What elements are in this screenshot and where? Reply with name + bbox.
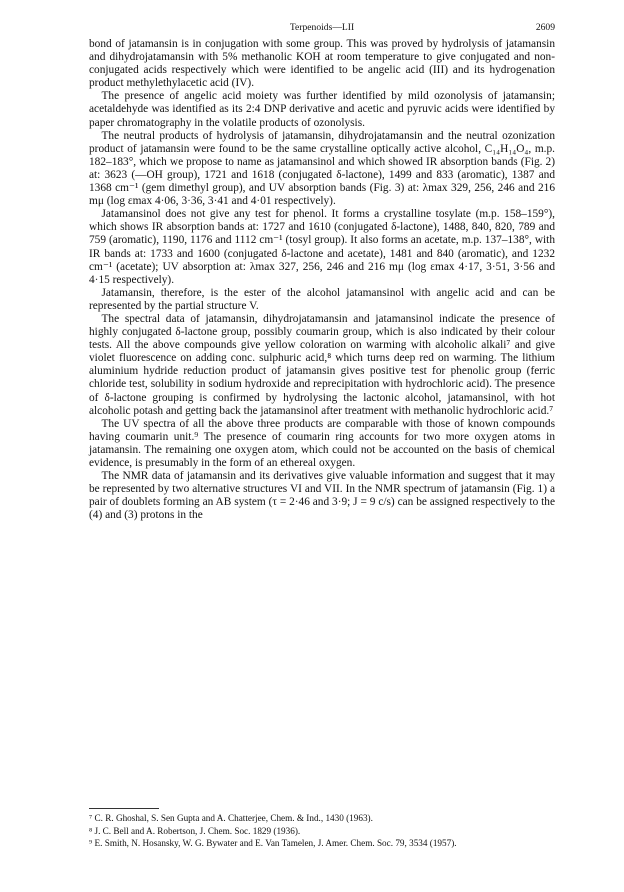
- footnotes: [89, 812, 555, 850]
- footnote-9: ⁹ E. Smith, N. Hosansky, W. G. Bywater and E. Van Tamelen, J. Amer. Chem. Soc. 79, 3534 (1957).: [89, 838, 457, 848]
- footnote-7: ⁷ C. R. Ghoshal, S. Sen Gupta and A. Chatterjee, Chem. & Ind., 1430 (1963).: [89, 813, 373, 823]
- paragraph-spectral-data: The spectral data of jatamansin, dihydrojatamansin and jatamansinol indicate the presence of highly conjugated δ-lactone group, possibly coumarin group, which is also indicated by their colour tests. All the above compounds give yellow coloration on warming with alcoholic alkali⁷ and give violet fluorescence on adding conc. sulphuric acid,⁸ which turns deep red on warming. The lithium aluminium hydride reduction product of jatamansin gives positive test for phenolic group (ferric chloride test, solubility in sodium hydroxide and reprecipitation with hydrochloric acid). The presence of δ-lactone grouping is confirmed by hydrolysing the lactonic alcohol, jatamansinol, with hot alcoholic potash and getting back the jatamansinol after treatment with methanolic hydrochloric acid.⁷: [89, 312, 555, 417]
- paragraph-continued: bond of jatamansin is in conjugation with some group. This was proved by hydrolysis of jatamansin and dihydrojatamansin with 5% methanolic KOH at room temperature to give conjugated and non-conjugated acids respectively which were identified to be angelic acid (III) and its hydrogenation product methylethylacetic acid (IV).: [89, 38, 555, 90]
- footnote-8: ⁸ J. C. Bell and A. Robertson, J. Chem. Soc. 1829 (1936).: [89, 825, 301, 836]
- paragraph-jatamansinol: The neutral products of hydrolysis of jatamansin, dihydrojatamansin and the neutral ozonization product of jatamansin were found to be the same crystalline optically active alcohol, C₁₄H₁₄O₄, m.p. 182–183°, which we propose to name as jatamansinol and which showed IR absorption bands (Fig. 2) at: 3623 (—OH group), 1721 and 1618 (conjugated δ-lactone), 1499 and 833 (aromatic), 1387 and 1368 cm⁻¹ (gem dimethyl group), and UV absorption bands (Fig. 3) at: λmax 329, 256, 246 and 216 mμ (log εmax 4·06, 3·36, 3·41 and 4·01 respectively).: [89, 129, 555, 208]
- paragraph-tosylate: Jatamansinol does not give any test for phenol. It forms a crystalline tosylate (m.p. 158–159°), which shows IR absorption bands at: 1727 and 1610 (conjugated δ-lactone), 1488, 840, 820, 789 and 759 (aromatic), 1190, 1176 and 1112 cm⁻¹ (tosyl group). It also forms an acetate, m.p. 137–138°, with IR bands at: 1733 and 1600 (conjugated δ-lactone and acetate), 1481 and 840 (aromatic), and 1232 cm⁻¹ (acetate); UV absorption at: λmax 327, 256, 246 and 216 mμ (log εmax 4·17, 3·51, 3·56 and 4·15 respectively).: [89, 208, 555, 286]
- page-number: 2609: [535, 22, 555, 33]
- paragraph-uv-spectra: The UV spectra of all the above three products are comparable with those of known compounds having coumarin unit.⁹ The presence of coumarin ring accounts for two more oxygen atoms in jatamansin. The remaining one oxygen atom, which could not be accounted on the basis of chemical evidence, is presumably in the form of an ethereal oxygen.: [89, 417, 555, 469]
- footnote-rule: [89, 808, 159, 809]
- running-header: [89, 22, 555, 36]
- paragraph-nmr: The NMR data of jatamansin and its derivatives give valuable information and suggest that it may be represented by two alternative structures VI and VII. In the NMR spectrum of jatamansin (Fig. 1) a pair of doublets forming an AB system (τ = 2·46 and 3·9; J = 9 c/s) can be assigned respectively to the (4) and (3) protons in the: [89, 470, 555, 522]
- running-title: Terpenoids—LII: [289, 22, 355, 33]
- article-body: [89, 38, 555, 522]
- paragraph-ozonolysis: The presence of angelic acid moiety was further identified by mild ozonolysis of jatamansin; acetaldehyde was identified as its 2:4 DNP derivative and acetic and pyruvic acids were identified by paper chromatography in the volatile products of ozonolysis.: [89, 90, 555, 129]
- paragraph-ester: Jatamansin, therefore, is the ester of the alcohol jatamansinol with angelic acid and can be represented by the partial structure V.: [89, 286, 555, 312]
